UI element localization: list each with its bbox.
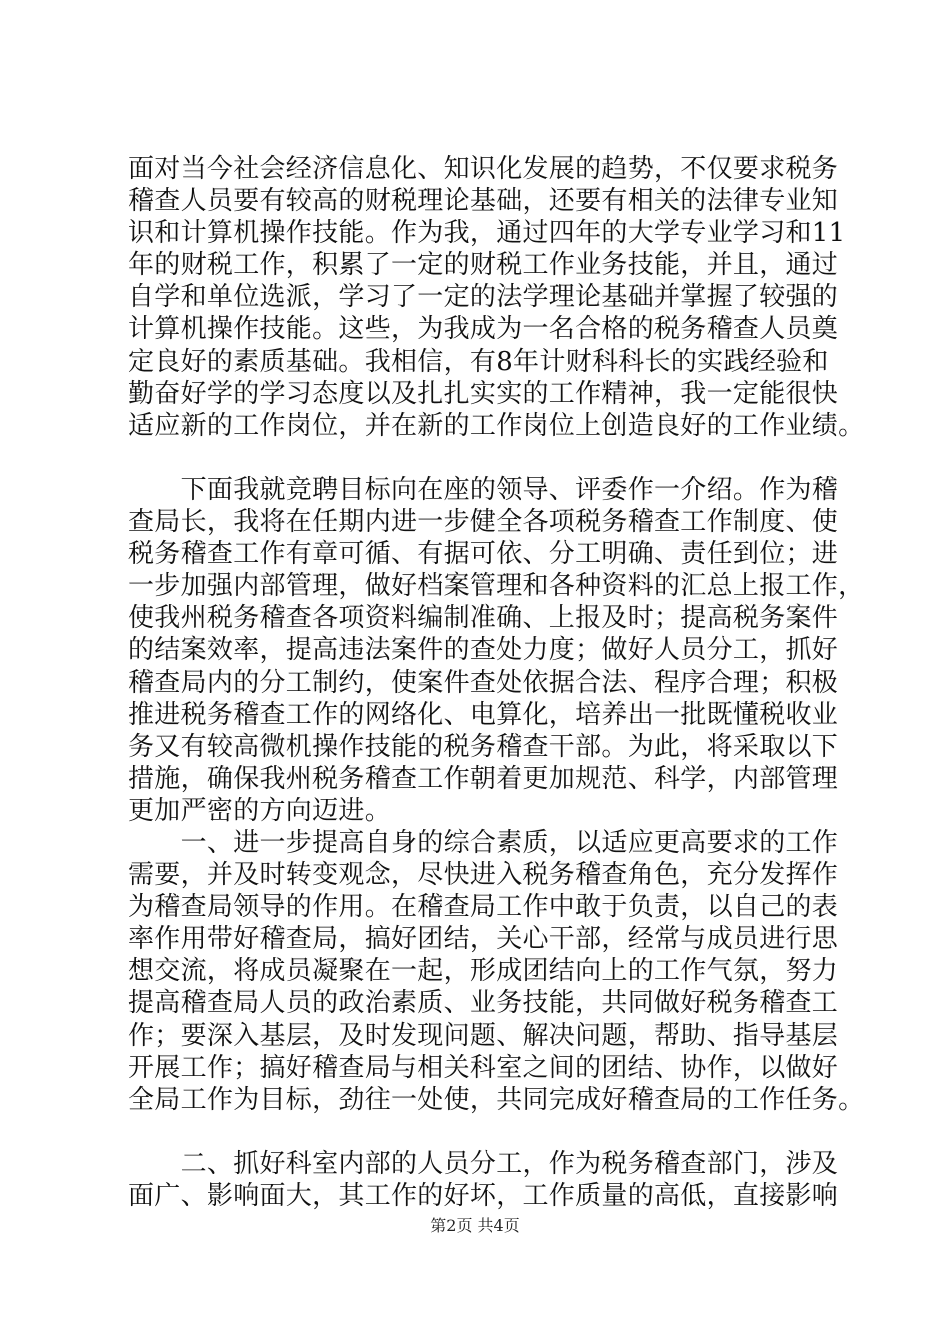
text-line: 查局长，我将在任期内进一步健全各项税务稽查工作制度、使 (128, 507, 839, 538)
text-line: 全局工作为目标，劲往一处使，共同完成好稽查局的工作任务。 (128, 1084, 865, 1115)
text-line: 定良好的素质基础。我相信，有8年计财科科长的实践经验和 (128, 346, 829, 377)
text-line: 想交流，将成员凝聚在一起，形成团结向上的工作气氛，努力 (128, 956, 839, 987)
text-line: 的结案效率，提高违法案件的查处力度；做好人员分工，抓好 (128, 635, 839, 666)
text-line: 稽查人员要有较高的财税理论基础，还要有相关的法律专业知 (128, 186, 839, 217)
text-line: 一步加强内部管理，做好档案管理和各种资料的汇总上报工作， (128, 571, 865, 602)
text-line: 提高稽查局人员的政治素质、业务技能，共同做好税务稽查工 (128, 988, 839, 1019)
text-line: 识和计算机操作技能。作为我，通过四年的大学专业学习和11 (128, 218, 846, 249)
text-line: 二、抓好科室内部的人员分工，作为税务稽查部门，涉及 (128, 1148, 839, 1179)
text-line: 更加严密的方向迈进。 (128, 795, 392, 826)
text-line: 计算机操作技能。这些，为我成为一名合格的税务稽查人员奠 (128, 314, 839, 345)
document-body (128, 153, 865, 1212)
paragraph-gap (128, 1116, 828, 1148)
text-line: 税务稽查工作有章可循、有据可依、分工明确、责任到位；进 (128, 539, 839, 570)
text-line: 作；要深入基层，及时发现问题、解决问题，帮助、指导基层 (128, 1020, 839, 1051)
text-line: 稽查局内的分工制约，使案件查处依据合法、程序合理；积极 (128, 667, 839, 698)
text-line: 面对当今社会经济信息化、知识化发展的趋势，不仅要求税务 (128, 154, 839, 184)
text-line: 务又有较高微机操作技能的税务稽查干部。为此，将采取以下 (128, 731, 839, 762)
text-line: 一、进一步提高自身的综合素质，以适应更高要求的工作 (128, 827, 839, 858)
text-line: 需要，并及时转变观念，尽快进入税务稽查角色，充分发挥作 (128, 860, 839, 891)
text-line: 面广、影响面大，其工作的好坏，工作质量的高低，直接影响 (128, 1181, 839, 1211)
text-line: 适应新的工作岗位，并在新的工作岗位上创造良好的工作业绩。 (128, 410, 865, 441)
paragraph-gap (128, 442, 828, 474)
text-line: 勤奋好学的学习态度以及扎扎实实的工作精神，我一定能很快 (128, 378, 839, 409)
text-line: 措施，确保我州税务稽查工作朝着更加规范、科学，内部管理 (128, 763, 839, 794)
paragraph-3 (128, 827, 865, 1116)
text-line: 下面我就竞聘目标向在座的领导、评委作一介绍。作为稽 (128, 474, 839, 505)
text-line: 率作用带好稽查局，搞好团结，关心干部，经常与成员进行思 (128, 924, 839, 955)
text-line: 开展工作；搞好稽查局与相关科室之间的团结、协作，以做好 (128, 1052, 839, 1083)
text-line: 年的财税工作，积累了一定的财税工作业务技能，并且，通过 (128, 250, 839, 281)
text-line: 使我州税务稽查各项资料编制准确、上报及时；提高税务案件 (128, 603, 839, 634)
paragraph-2 (128, 474, 865, 827)
page-number-footer: 第2页 共4页 (430, 1216, 520, 1235)
paragraph-4 (128, 1148, 839, 1212)
text-line: 自学和单位选派，学习了一定的法学理论基础并掌握了较强的 (128, 282, 839, 313)
text-line: 为稽查局领导的作用。在稽查局工作中敢于负责，以自己的表 (128, 892, 839, 923)
text-line: 推进税务稽查工作的网络化、电算化，培养出一批既懂税收业 (128, 699, 839, 730)
paragraph-1 (128, 153, 865, 442)
